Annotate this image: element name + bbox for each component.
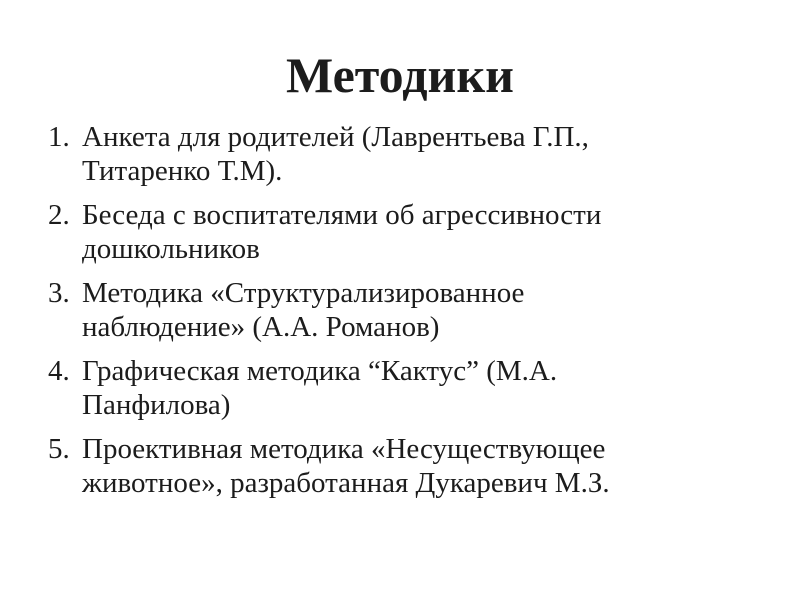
- item-text-line-1: Графическая методика “Кактус” (М.А.: [82, 355, 558, 387]
- list-item: [48, 198, 768, 266]
- item-text-line-2: животное», разработанная Дукаревич М.З.: [82, 467, 610, 499]
- item-number: 3.: [48, 277, 70, 309]
- list-item: [48, 432, 768, 500]
- methods-list: [48, 120, 768, 510]
- item-text-line-2: наблюдение» (А.А. Романов): [82, 311, 440, 343]
- item-text-line-1: Анкета для родителей (Лаврентьева Г.П.,: [82, 121, 589, 153]
- item-text-line-1: Беседа с воспитателями об агрессивности: [82, 199, 602, 231]
- item-text-line-1: Проективная методика «Несуществующее: [82, 433, 606, 465]
- item-text-line-2: Панфилова): [82, 389, 231, 421]
- slide-title: Методики: [286, 47, 514, 103]
- item-text-line-2: Титаренко Т.М).: [82, 155, 283, 187]
- list-item: [48, 120, 768, 188]
- item-text-line-1: Методика «Структурализированное: [82, 277, 525, 309]
- item-number: 5.: [48, 433, 70, 465]
- list-item: [48, 354, 768, 422]
- item-number: 1.: [48, 121, 70, 153]
- item-number: 2.: [48, 199, 70, 231]
- item-number: 4.: [48, 355, 70, 387]
- item-text-line-2: дошкольников: [82, 233, 260, 265]
- list-item: [48, 276, 768, 344]
